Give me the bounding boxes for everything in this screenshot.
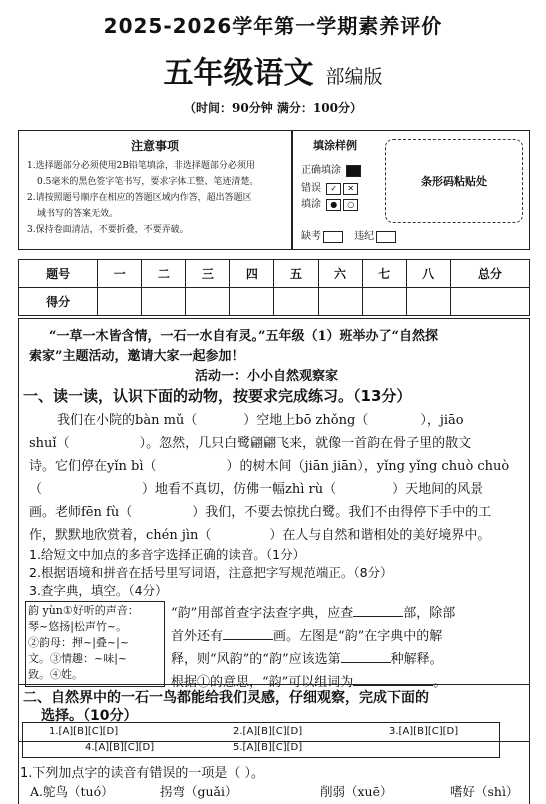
answer-option-row[interactable]: 2.[A][B][C][D]: [233, 726, 303, 737]
passage-text: ）在人与自然和谐相处的美好境界中。: [269, 528, 491, 543]
score-value-row: [19, 288, 530, 316]
passage-text: ）地看不真切，仿佛一幅zhì rù（: [142, 482, 337, 497]
wrong-fill-label: 错误: [301, 183, 321, 194]
dictionary-line: 致。④姓。: [28, 668, 83, 681]
passage-text: ）的树木间（jiān jiān），yǐng yǐng chuò chuò: [226, 459, 510, 474]
score-cell: 八: [406, 260, 450, 288]
score-label: 得分: [19, 288, 98, 316]
edition-name: 部编版: [325, 66, 383, 88]
passage-text: ），jiāo: [420, 413, 464, 428]
passage-text: ）天地间的风景: [392, 482, 484, 497]
barcode-area: 条形码粘贴处: [385, 139, 523, 223]
score-table: [18, 259, 530, 316]
passage-line: [29, 455, 509, 474]
notice-item: 3.保持卷面清洁，不要折叠，不要弄破。: [27, 225, 189, 235]
exam-title: 2025-2026学年第一学期素养评价: [103, 14, 443, 38]
answer-option-row[interactable]: 3.[A][B][C][D]: [389, 726, 459, 737]
notice-heading: 注意事项: [130, 139, 179, 153]
dictionary-line: 韵 yùn①好听的声音：: [28, 604, 139, 617]
cross-mark-icon: ✕: [343, 183, 358, 195]
fill-sample-box: [292, 130, 530, 250]
score-cell: 题号: [19, 260, 98, 288]
answer-sheet-box: [22, 722, 500, 758]
passage-text: 我们在小院的bàn mǔ（: [57, 413, 198, 428]
answer-blank[interactable]: [223, 639, 273, 640]
section1-heading: 一、读一读，认识下面的动物，按要求完成练习。（13分）: [23, 387, 412, 405]
passage-line: [29, 524, 490, 543]
circle-mark-icon: ○: [343, 199, 358, 211]
answer-option-row[interactable]: 4.[A][B][C][D]: [85, 742, 155, 753]
q3-text: “韵”用部首查字法查字典，应查: [171, 606, 354, 621]
score-cell: 四: [230, 260, 274, 288]
intro-line: “一草一木皆含情，一石一水自有灵。”五年级（1）班举办了“自然探: [49, 329, 438, 344]
passage-line: [29, 501, 491, 520]
score-cell: 七: [362, 260, 406, 288]
notice-item: 1.选择题部分必须使用2B铅笔填涂，非选择题部分必须用: [27, 161, 255, 171]
q3-text: 画。左图是“韵”在字典中的解: [273, 629, 443, 644]
score-cell: 五: [274, 260, 318, 288]
q3-text: 根据①的意思，“韵”可以组词为: [171, 675, 354, 690]
option-a[interactable]: A.鸵鸟（tuó）: [30, 784, 114, 799]
exam-subtitle: [0, 48, 546, 92]
filled-square-icon: [346, 165, 361, 177]
score-input[interactable]: [274, 288, 318, 316]
question-3: 3.查字典，填空。（4分）: [29, 583, 168, 598]
cheat-label: 违纪: [354, 231, 375, 242]
passage-text: ）我们，不要去惊扰白鹭。我们不由得停下手中的工: [192, 505, 492, 520]
notice-item: 域书写的答案无效。: [37, 209, 119, 219]
score-cell: 总分: [450, 260, 529, 288]
notice-item: 0.5毫米的黑色签字笔书写，要求字体工整、笔迹清楚。: [37, 177, 259, 187]
correct-fill-label: 正确填涂: [301, 165, 341, 176]
correct-fill-row: [301, 161, 361, 177]
q3-line: [171, 648, 443, 667]
q3-line: [171, 625, 442, 644]
passage-text: ）空地上bō zhǒng（: [243, 413, 369, 428]
score-input[interactable]: [98, 288, 142, 316]
section2-heading-2: 选择。（10分）: [41, 708, 138, 724]
score-input[interactable]: [406, 288, 450, 316]
option-b[interactable]: 拐弯（guǎi）: [160, 784, 238, 799]
q3-text: 首外还有: [171, 629, 224, 644]
notice-box: [18, 130, 292, 250]
notice-item: 2.请按照题号顺序在相应的答题区域内作答，超出答题区: [27, 193, 252, 203]
score-input[interactable]: [362, 288, 406, 316]
wrong-fill-row-1: [301, 179, 358, 195]
score-input[interactable]: [450, 288, 529, 316]
section2-heading: 二、自然界中的一石一鸟都能给我们灵感，仔细观察，完成下面的: [23, 690, 429, 706]
score-cell: 六: [318, 260, 362, 288]
q3-text: 。: [433, 675, 447, 690]
passage-text: ）。忽然，几只白鹭翩翩飞来，就像一首韵在骨子里的散文: [139, 436, 472, 451]
score-input[interactable]: [230, 288, 274, 316]
answer-option-row[interactable]: 1.[A][B][C][D]: [49, 726, 119, 737]
section2-question-1: 1.下列加点字的读音有错误的一项是（ ）。: [20, 766, 265, 781]
passage-line: [29, 432, 471, 451]
answer-blank[interactable]: [341, 662, 391, 663]
activity-title: 活动一：小小自然观察家: [195, 369, 339, 384]
q3-text: 释，则“风韵”的“韵”应该选第: [171, 652, 341, 667]
passage-text: 画。老师fēn fù（: [29, 505, 133, 520]
passage-line: [57, 409, 464, 428]
intro-line: 索家”主题活动，邀请大家一起参加！: [29, 349, 245, 364]
passage-text: shuǐ（: [29, 436, 70, 451]
passage-text: 诗。它们停在yǐn bì（: [29, 459, 157, 474]
dictionary-line: 琴~悠扬|松声竹~。: [28, 620, 128, 633]
passage-text: （: [29, 482, 43, 497]
score-input[interactable]: [186, 288, 230, 316]
time-info: （时间：90分钟 满分：100分）: [184, 101, 362, 115]
absence-row: [301, 227, 396, 243]
score-input[interactable]: [318, 288, 362, 316]
absent-checkbox[interactable]: [323, 231, 343, 243]
passage-line: [29, 478, 483, 497]
score-cell: 三: [186, 260, 230, 288]
passage-text: 作，默默地欣赏着，chén jìn（: [29, 528, 212, 543]
score-header-row: [19, 260, 530, 288]
question-2: 2.根据语境和拼音在括号里写词语，注意把字写规范端正。（8分）: [29, 565, 393, 580]
dictionary-line: 文。③情趣：~味|~: [28, 652, 128, 665]
score-input[interactable]: [142, 288, 186, 316]
subject-name: 五年级语文: [163, 56, 314, 91]
answer-blank[interactable]: [353, 616, 403, 617]
absent-label: 缺考: [301, 231, 321, 242]
dictionary-entry: [25, 601, 165, 687]
option-d[interactable]: 嗜好（shì）: [450, 784, 519, 799]
dot-mark-icon: ●: [326, 199, 341, 211]
q3-text: 种解释。: [390, 652, 443, 667]
fill-heading: 填涂样例: [313, 139, 357, 152]
answer-option-row[interactable]: 5.[A][B][C][D]: [233, 742, 303, 753]
wrong-fill-row-2: [301, 195, 358, 211]
wrong-fill-label-2: 填涂: [301, 199, 321, 210]
cheat-checkbox[interactable]: [376, 231, 396, 243]
q3-text: 部，除部: [403, 606, 456, 621]
option-c[interactable]: 削弱（xuē）: [320, 784, 393, 799]
score-cell: 一: [98, 260, 142, 288]
score-cell: 二: [142, 260, 186, 288]
q3-line: [171, 602, 455, 621]
question-1: 1.给短文中加点的多音字选择正确的读音。（1分）: [29, 547, 306, 562]
check-mark-icon: ✓: [326, 183, 341, 195]
dictionary-line: ②韵母：押~|叠~|~: [28, 636, 130, 649]
